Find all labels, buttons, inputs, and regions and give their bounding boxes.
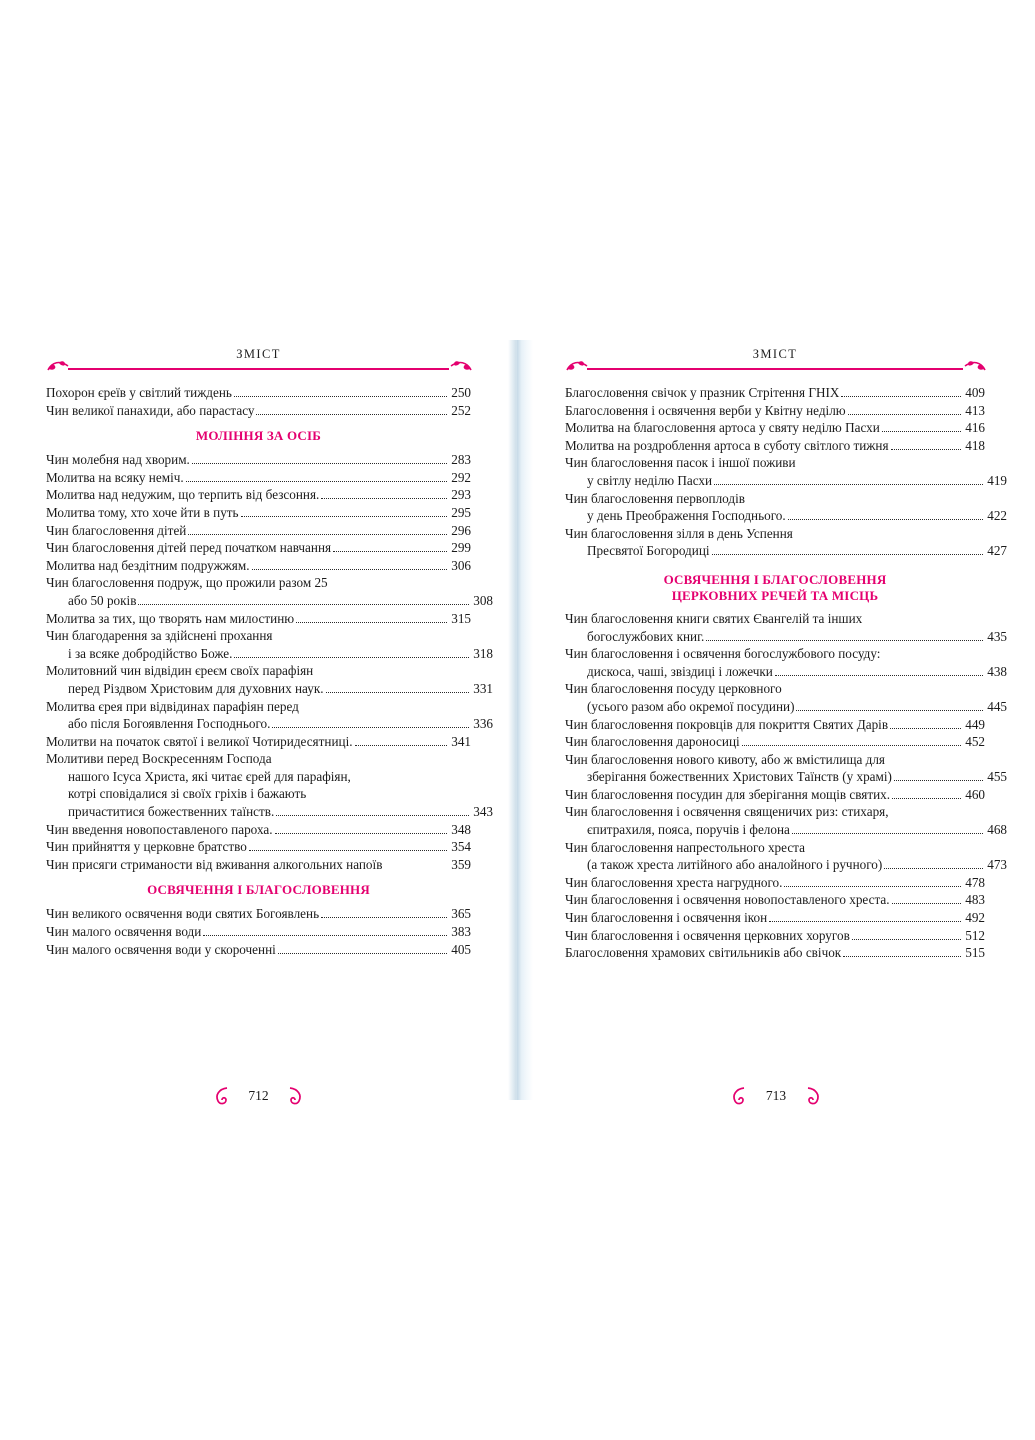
toc-leader-dots — [138, 603, 469, 605]
toc-entry-title: Благословення свічок у празник Стрітення ГНІХ — [565, 385, 840, 400]
toc-entry-title: Чин присяги стриманости від вживання алкогольних напоїв — [46, 856, 383, 872]
toc-entry[interactable] — [565, 786, 985, 804]
toc-entry-page: 354 — [451, 839, 471, 855]
toc-entry-title-line: Молитовний чин відвідин єреєм своїх парафіян — [46, 663, 314, 679]
toc-entry-title-line: Чин благословення книги святих Євангелій та інших — [565, 610, 863, 626]
toc-entry-page: 295 — [451, 504, 471, 520]
page-left — [0, 340, 517, 1103]
toc-entry-title: Чин благословення покровців для покриття Святих Дарів — [565, 716, 889, 732]
toc-entry-tail — [565, 542, 1007, 560]
toc-leader-dots — [256, 413, 447, 415]
toc-entry-title: Молитва над недужим, що терпить від безсоння. — [46, 487, 320, 503]
toc-leader-dots — [894, 779, 983, 781]
toc-entry-title-line: Чин благословення і освячення богослужбового посуду: — [565, 646, 881, 662]
toc-entry[interactable] — [565, 716, 985, 734]
toc-entry[interactable] — [46, 941, 471, 959]
toc-entry-page: 438 — [987, 663, 1007, 679]
toc-entry-page: 250 — [451, 385, 471, 400]
toc-entry-title: єпитрахиля, пояса, поручів і фелона — [587, 822, 790, 838]
toc-entry-title: перед Різдвом Христовим для духовних наук. — [68, 680, 324, 696]
toc-entry-page: 483 — [965, 892, 985, 908]
toc-entry-page: 512 — [965, 927, 985, 943]
toc-entry[interactable] — [46, 451, 471, 469]
toc-entry[interactable] — [46, 733, 471, 751]
toc-leader-dots — [769, 920, 961, 922]
toc-entry-title: Молитва над бездітним подружжям. — [46, 557, 250, 573]
toc-entry[interactable] — [565, 944, 985, 962]
toc-entry[interactable] — [46, 923, 471, 941]
running-header-right — [565, 340, 985, 376]
toc-entry[interactable] — [46, 522, 471, 540]
toc-leader-dots — [792, 832, 983, 834]
toc-entry-page: 299 — [451, 540, 471, 556]
toc-leader-dots — [712, 553, 984, 555]
toc-entry-title: Чин введення новопоставленого пароха. — [46, 821, 273, 837]
toc-leader-dots — [296, 621, 447, 623]
folio-ornament-right-icon — [286, 1086, 304, 1106]
header-title: ЗМІСТ — [752, 347, 798, 361]
toc-entry-title: Чин благословення дітей — [46, 522, 187, 538]
toc-entry-title: Чин благословення і освячення ікон — [565, 910, 768, 926]
folio-ornament-left-icon — [213, 1086, 231, 1106]
toc-leader-dots — [892, 797, 961, 799]
toc-entry-page: 336 — [473, 716, 493, 732]
toc-leader-dots — [384, 868, 447, 869]
toc-entry[interactable] — [46, 856, 471, 874]
toc-leader-dots — [892, 902, 962, 904]
toc-entry-page: 449 — [965, 716, 985, 732]
toc-entry-page: 318 — [473, 645, 493, 661]
toc-entry[interactable] — [46, 384, 471, 402]
toc-entry[interactable] — [565, 490, 1007, 525]
toc-entry[interactable] — [565, 525, 1007, 560]
toc-entry-title: Молитва тому, хто хоче йти в путь — [46, 504, 239, 520]
toc-entry-page: 409 — [965, 385, 985, 400]
toc-entry-title: Чин благословення дітей перед початком навчання — [46, 540, 332, 556]
toc-section-heading-line: ОСВЯЧЕННЯ І БЛАГОСЛОВЕННЯ — [147, 882, 370, 898]
toc-entry-page: 445 — [987, 698, 1007, 714]
toc-entry-page: 343 — [473, 804, 493, 820]
toc-leader-dots — [276, 814, 469, 816]
toc-entry-title-line: нашого Ісуса Христа, які читає єрей для парафіян, — [68, 768, 351, 784]
toc-entry-page: 468 — [987, 822, 1007, 838]
toc-entry-title: у день Преображення Господнього. — [587, 508, 786, 524]
toc-entry[interactable] — [46, 838, 471, 856]
toc-entry-page: 306 — [451, 557, 471, 573]
toc-entry[interactable] — [565, 751, 1007, 786]
toc-leader-dots — [891, 448, 962, 450]
toc-entry-title-line: Молитиви перед Воскресенням Господа — [46, 751, 272, 767]
toc-leader-dots — [249, 849, 447, 851]
toc-entry-tail — [565, 507, 1007, 525]
toc-entry-title-line: Чин благословення посуду церковного — [565, 681, 782, 697]
toc-entry-title: богослужбових книг. — [587, 628, 705, 644]
toc-leader-dots — [848, 413, 962, 415]
toc-entry-title-line: Чин благодарення за здійснені прохання — [46, 628, 273, 644]
book-spread — [0, 340, 1035, 1103]
toc-entry[interactable] — [46, 627, 493, 662]
toc-entry-title: Чин благословення посудин для зберігання мощів святих. — [565, 786, 891, 802]
toc-entry-page: 515 — [965, 945, 985, 961]
toc-entry[interactable] — [565, 909, 985, 927]
toc-entry[interactable] — [46, 539, 471, 557]
toc-entry-tail — [46, 680, 493, 698]
toc-entry[interactable] — [46, 504, 471, 522]
toc-entry-page: 331 — [473, 680, 493, 696]
toc-entry-title-line: Чин благословення первоплодів — [565, 490, 745, 506]
toc-entry-title: Молитва на всяку неміч. — [46, 469, 184, 485]
toc-entry-title: Чин малого освячення води у скороченні — [46, 941, 276, 957]
toc-entry[interactable] — [46, 662, 493, 697]
toc-leader-dots — [321, 916, 447, 918]
toc-entry-title-line: Чин благословення і освячення священичих риз: стихаря, — [565, 804, 889, 820]
toc-entry-tail — [46, 592, 493, 610]
toc-entry-title: і за всяке добродійство Боже. — [68, 645, 233, 661]
toc-entry-title: (а також хреста литійного або аналойного і ручного) — [587, 857, 883, 873]
toc-leader-dots — [186, 480, 448, 482]
toc-entry-title: Молитви на початок святої і великої Чотиридесятниці. — [46, 733, 353, 749]
toc-entry-title: (усього разом або окремої посудини) — [587, 698, 795, 714]
toc-leader-dots — [706, 639, 983, 641]
toc-entry-page: 252 — [451, 402, 471, 418]
toc-entry[interactable] — [565, 803, 1007, 838]
folio-right — [517, 1086, 1035, 1106]
floral-ornament-icon — [565, 356, 587, 376]
toc-entry[interactable] — [565, 891, 985, 909]
toc-entry-title: Чин благословення дароносиці — [565, 734, 740, 750]
toc-section-heading — [46, 428, 471, 444]
toc-leader-dots — [355, 744, 448, 746]
floral-ornament-icon — [46, 356, 68, 376]
toc-section-heading-line: ЦЕРКОВНИХ РЕЧЕЙ ТА МІСЦЬ — [671, 587, 879, 603]
toc-entry-page: 473 — [987, 857, 1007, 873]
toc-leader-dots — [278, 952, 447, 954]
toc-entry[interactable] — [565, 874, 985, 892]
toc-entry[interactable] — [46, 750, 493, 820]
toc-entry-title: Чин благословення і освячення новопоставленого хреста. — [565, 892, 890, 908]
toc-entry-title: Благословення храмових світильників або свічок — [565, 945, 842, 961]
toc-leader-dots — [241, 515, 448, 517]
toc-leader-dots — [890, 727, 961, 729]
toc-entry[interactable] — [46, 698, 493, 733]
toc-leader-dots — [784, 885, 961, 887]
toc-entry[interactable] — [46, 469, 471, 487]
toc-leader-dots — [326, 691, 470, 693]
toc-entry-title-line: Чин благословення напрестольного хреста — [565, 839, 805, 855]
toc-entry[interactable] — [565, 927, 985, 945]
floral-ornament-icon — [449, 356, 471, 376]
toc-entry-page: 341 — [451, 733, 471, 749]
toc-entry[interactable] — [46, 905, 471, 923]
toc-entry[interactable] — [565, 454, 1007, 489]
toc-entry-title-line: Чин благословення подруж, що прожили разом 25 — [46, 575, 328, 591]
toc-section-heading-line: ОСВЯЧЕННЯ І БЛАГОСЛОВЕННЯ — [663, 571, 887, 587]
toc-entry-page: 478 — [965, 874, 985, 890]
toc-entry[interactable] — [46, 821, 471, 839]
toc-entry-page: 405 — [451, 941, 471, 957]
toc-section-heading — [565, 572, 985, 604]
toc-leader-dots — [188, 533, 447, 535]
toc-entry[interactable] — [565, 402, 985, 420]
toc-leader-dots — [333, 550, 447, 552]
toc-entry-tail — [46, 715, 493, 733]
toc-entry-page: 452 — [965, 734, 985, 750]
toc-entry-title-line: Молитва єрея при відвідинах парафіян перед — [46, 698, 299, 714]
toc-entry-title: у світлу неділю Пасхи — [587, 472, 713, 488]
toc-leader-dots — [775, 674, 983, 676]
toc-entry-title: Молитва на благословення артоса у святу неділю Пасхи — [565, 420, 880, 436]
toc-entry-title: Чин великої панахиди, або парастасу — [46, 402, 255, 418]
page-number-right: 713 — [765, 1088, 787, 1103]
toc-entry-title: Чин малого освячення води — [46, 924, 202, 940]
toc-entry[interactable] — [565, 419, 985, 437]
toc-entry-page: 422 — [987, 508, 1007, 524]
toc-leader-dots — [234, 656, 469, 658]
toc-entry-title: Чин молебня над хворим. — [46, 452, 190, 468]
toc-entry-tail — [565, 663, 1007, 681]
toc-entry-title: Похорон єреїв у світлий тиждень — [46, 385, 232, 400]
toc-entry-title: Молитва за тих, що творять нам милостиню — [46, 610, 295, 626]
toc-entry[interactable] — [46, 557, 471, 575]
toc-list-left — [46, 384, 493, 958]
toc-entry-title: причаститися божественних таїнств. — [68, 804, 275, 820]
toc-entry-tail — [46, 803, 493, 821]
toc-entry-page: 292 — [451, 469, 471, 485]
toc-entry-title: зберігання божественних Христових Таїнств (у храмі) — [587, 769, 892, 785]
toc-entry[interactable] — [565, 610, 1007, 645]
toc-entry[interactable] — [46, 402, 471, 420]
folio-ornament-left-icon — [730, 1086, 748, 1106]
toc-entry-page: 492 — [965, 910, 985, 926]
toc-entry-title: Молитва на роздроблення артоса в суботу світлого тижня — [565, 437, 889, 453]
toc-entry[interactable] — [565, 437, 985, 455]
toc-entry-page: 418 — [965, 437, 985, 453]
toc-leader-dots — [882, 430, 961, 432]
toc-entry[interactable] — [565, 839, 1007, 874]
folio-ornament-right-icon — [804, 1086, 822, 1106]
toc-leader-dots — [852, 938, 961, 940]
toc-entry[interactable] — [46, 610, 471, 628]
toc-entry-page: 283 — [451, 452, 471, 468]
toc-entry-title-line: Чин благословення зілля в день Успення — [565, 525, 793, 541]
toc-entry-title-line: котрі сповідалися зі своїх гріхів і бажають — [68, 786, 307, 802]
toc-entry-tail — [565, 768, 1007, 786]
toc-entry-title-line: Чин благословення нового кивоту, або ж вмістилища для — [565, 751, 885, 767]
toc-entry-title: Пресвятої Богородиці — [587, 543, 710, 559]
toc-entry-page: 427 — [987, 543, 1007, 559]
toc-entry-title: Благословення і освячення верби у Квітну неділю — [565, 402, 846, 418]
toc-leader-dots — [203, 934, 447, 936]
toc-entry-title: або після Богоявлення Господнього. — [68, 716, 271, 732]
toc-entry[interactable] — [565, 680, 1007, 715]
toc-entry-page: 435 — [987, 628, 1007, 644]
page-number-left: 712 — [248, 1088, 269, 1103]
toc-entry-tail — [46, 645, 493, 663]
toc-entry-title: Чин благословення і освячення церковних хоругов — [565, 927, 850, 943]
toc-entry[interactable] — [565, 384, 985, 402]
toc-section-heading-line: МОЛІННЯ ЗА ОСІБ — [195, 428, 322, 444]
toc-leader-dots — [275, 832, 448, 834]
toc-entry-page: 419 — [987, 472, 1007, 488]
toc-entry[interactable] — [46, 574, 493, 609]
toc-entry-tail — [565, 472, 1007, 490]
toc-entry[interactable] — [565, 733, 985, 751]
toc-leader-dots — [252, 568, 448, 570]
toc-leader-dots — [192, 462, 447, 464]
toc-entry[interactable] — [565, 645, 1007, 680]
toc-entry-page: 315 — [451, 610, 471, 626]
toc-entry-tail — [565, 856, 1007, 874]
toc-entry-page: 348 — [451, 821, 471, 837]
toc-leader-dots — [234, 395, 447, 397]
toc-entry-page: 293 — [451, 487, 471, 503]
toc-entry-title: або 50 років — [68, 592, 137, 608]
toc-leader-dots — [272, 726, 469, 728]
toc-entry-page: 460 — [965, 786, 985, 802]
toc-entry[interactable] — [46, 486, 471, 504]
toc-entry-title: Чин благословення хреста нагрудного. — [565, 874, 783, 890]
toc-leader-dots — [843, 955, 961, 957]
toc-entry-title: Чин великого освячення води святих Богоявлень — [46, 906, 320, 922]
toc-leader-dots — [742, 744, 962, 746]
toc-entry-page: 455 — [987, 769, 1007, 785]
running-header-left — [46, 340, 471, 376]
toc-entry-page: 383 — [451, 924, 471, 940]
toc-leader-dots — [788, 518, 984, 520]
toc-entry-tail — [565, 698, 1007, 716]
toc-entry-tail — [565, 628, 1007, 646]
toc-leader-dots — [321, 497, 447, 499]
toc-leader-dots — [841, 395, 961, 397]
toc-leader-dots — [796, 709, 983, 711]
toc-entry-page: 359 — [451, 856, 471, 872]
toc-entry-tail — [565, 821, 1007, 839]
toc-leader-dots — [714, 483, 983, 485]
toc-list-right — [565, 384, 1007, 962]
toc-entry-page: 416 — [965, 420, 985, 436]
toc-entry-page: 413 — [965, 402, 985, 418]
toc-entry-page: 308 — [473, 592, 493, 608]
toc-entry-title: Чин прийняття у церковне братство — [46, 839, 247, 855]
toc-entry-title: дискоса, чаші, звіздиці і ложечки — [587, 663, 773, 679]
header-rule — [587, 368, 963, 370]
toc-entry-title-line: Чин благословення пасок і іншої поживи — [565, 455, 796, 471]
header-title: ЗМІСТ — [236, 347, 281, 361]
floral-ornament-icon — [963, 356, 985, 376]
header-rule — [68, 368, 449, 370]
toc-leader-dots — [884, 867, 983, 869]
toc-entry-page: 365 — [451, 906, 471, 922]
page-right — [517, 340, 1035, 1103]
folio-left — [0, 1086, 517, 1106]
toc-entry-page: 296 — [451, 522, 471, 538]
toc-section-heading — [46, 882, 471, 898]
